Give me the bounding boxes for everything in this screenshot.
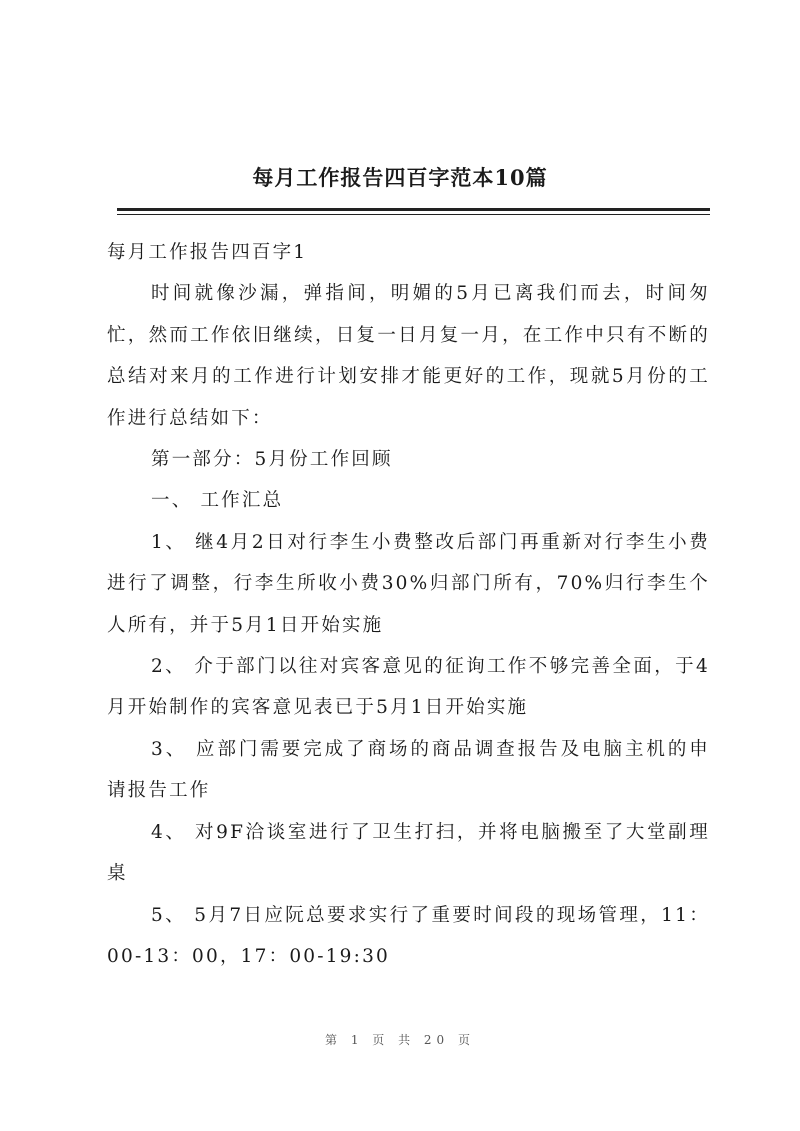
list-item: 5、 5月7日应阮总要求实行了重要时间段的现场管理，11：00-13：00，17：00-19:30 [107,904,710,967]
list-item: 3、 应部门需要完成了商场的商品调查报告及电脑主机的申请报告工作 [107,738,710,802]
paragraph-summary-heading: 一、 工作汇总 [151,490,284,512]
list-item: 4、 对9F洽谈室进行了卫生打扫，并将电脑搬至了大堂副理桌 [107,821,710,885]
document-body [107,232,710,977]
page-title: 每月工作报告四百字范本10篇 [252,165,548,190]
page-footer: 第 1 页 共 20 页 [325,1033,475,1047]
list-item: 1、 继4月2日对行李生小费整改后部门再重新对行李生小费进行了调整，行李生所收小费30%归部门所有，70%归行李生个人所有，并于5月1日开始实施 [107,531,710,636]
list-item: 2、 介于部门以往对宾客意见的征询工作不够完善全面，于4月开始制作的宾客意见表已于5月1日开始实施 [107,656,710,719]
paragraph-intro: 时间就像沙漏，弹指间，明媚的5月已离我们而去，时间匆忙，然而工作依旧继续，日复一日月复一月，在工作中只有不断的总结对来月的工作进行计划安排才能更好的工作，现就5月份的工作进行总结如下： [107,283,710,429]
title-rule-thick [117,208,710,211]
title-rule-thin [117,214,710,215]
paragraph-part-one: 第一部分：5月份工作回顾 [151,449,393,471]
section-heading: 每月工作报告四百字1 [107,242,308,263]
